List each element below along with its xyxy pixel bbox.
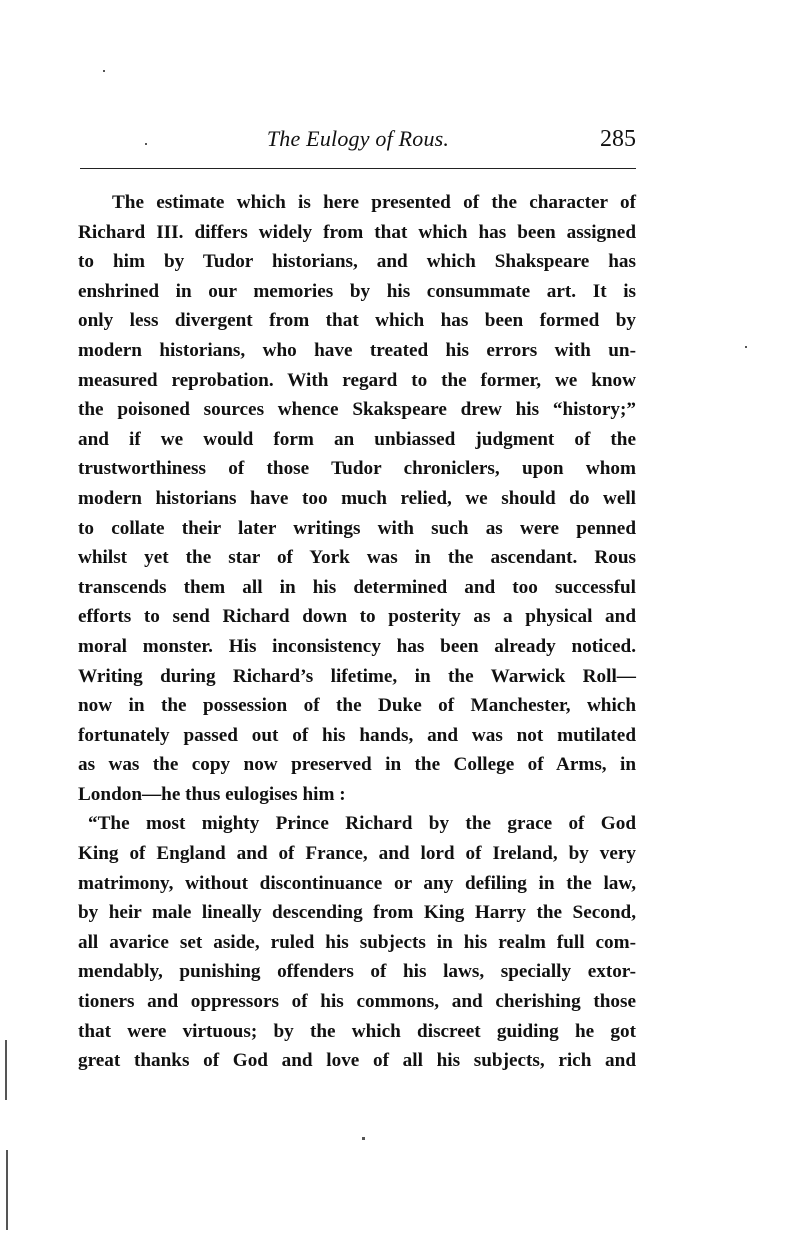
scan-speck xyxy=(103,70,105,72)
text-line: moral monster. His inconsistency has been already noticed. xyxy=(78,635,636,657)
paragraph-quotation xyxy=(78,809,636,1075)
text-line: the poisoned sources whence Skakspeare drew his “history;” xyxy=(78,399,636,421)
paragraph-estimate xyxy=(78,188,636,809)
text-line: as was the copy now preserved in the College of Arms, in xyxy=(78,754,636,776)
text-line: measured reprobation. With regard to the former, we know xyxy=(78,369,636,391)
text-line: only less divergent from that which has been formed by xyxy=(78,310,636,332)
text-line: Richard III. differs widely from that which has been assigned xyxy=(78,221,636,243)
text-line: to him by Tudor historians, and which Shakspeare has xyxy=(78,251,636,273)
text-line: enshrined in our memories by his consummate art. It is xyxy=(78,280,636,302)
text-line: King of England and of France, and lord of Ireland, by very xyxy=(78,843,636,865)
text-line: “The most mighty Prince Richard by the grace of God xyxy=(88,813,636,835)
text-line: tioners and oppressors of his commons, and cherishing those xyxy=(78,991,636,1013)
running-head: The Eulogy of Rous. xyxy=(266,126,450,151)
scan-speck xyxy=(745,346,747,348)
text-line: and if we would form an unbiassed judgment of the xyxy=(78,428,636,450)
page-body xyxy=(78,188,636,1076)
text-line: all avarice set aside, ruled his subjects in his realm full com- xyxy=(78,931,636,953)
text-line: Writing during Richard’s lifetime, in the Warwick Roll— xyxy=(78,665,636,687)
text-line: matrimony, without discontinuance or any defiling in the law, xyxy=(78,872,636,894)
margin-line xyxy=(5,1040,7,1100)
scan-speck xyxy=(145,143,147,145)
text-line: great thanks of God and love of all his subjects, rich and xyxy=(78,1050,636,1072)
text-line: whilst yet the star of York was in the ascendant. Rous xyxy=(78,547,636,569)
text-line: modern historians, who have treated his errors with un- xyxy=(78,339,636,361)
scan-speck xyxy=(362,1137,365,1140)
header-rule xyxy=(80,168,636,169)
text-line: efforts to send Richard down to posterity as a physical and xyxy=(78,606,636,628)
text-line: that were virtuous; by the which discreet guiding he got xyxy=(78,1020,636,1042)
text-line: to collate their later writings with such as were penned xyxy=(78,517,636,539)
text-line: modern historians have too much relied, we should do well xyxy=(78,487,636,509)
page-number: 285 xyxy=(600,126,636,152)
text-line: transcends them all in his determined and too successful xyxy=(78,576,636,598)
margin-line xyxy=(6,1150,8,1230)
text-line: fortunately passed out of his hands, and was not mutilated xyxy=(78,724,636,746)
text-line: London—he thus eulogises him : xyxy=(78,783,346,805)
page-header xyxy=(80,126,636,160)
text-line: by heir male lineally descending from King Harry the Second, xyxy=(78,902,636,924)
text-line: trustworthiness of those Tudor chroniclers, upon whom xyxy=(78,458,636,480)
text-line: mendably, punishing offenders of his laws, specially extor- xyxy=(78,961,636,983)
text-line: now in the possession of the Duke of Manchester, which xyxy=(78,695,636,717)
text-line: The estimate which is here presented of the character of xyxy=(112,192,636,213)
